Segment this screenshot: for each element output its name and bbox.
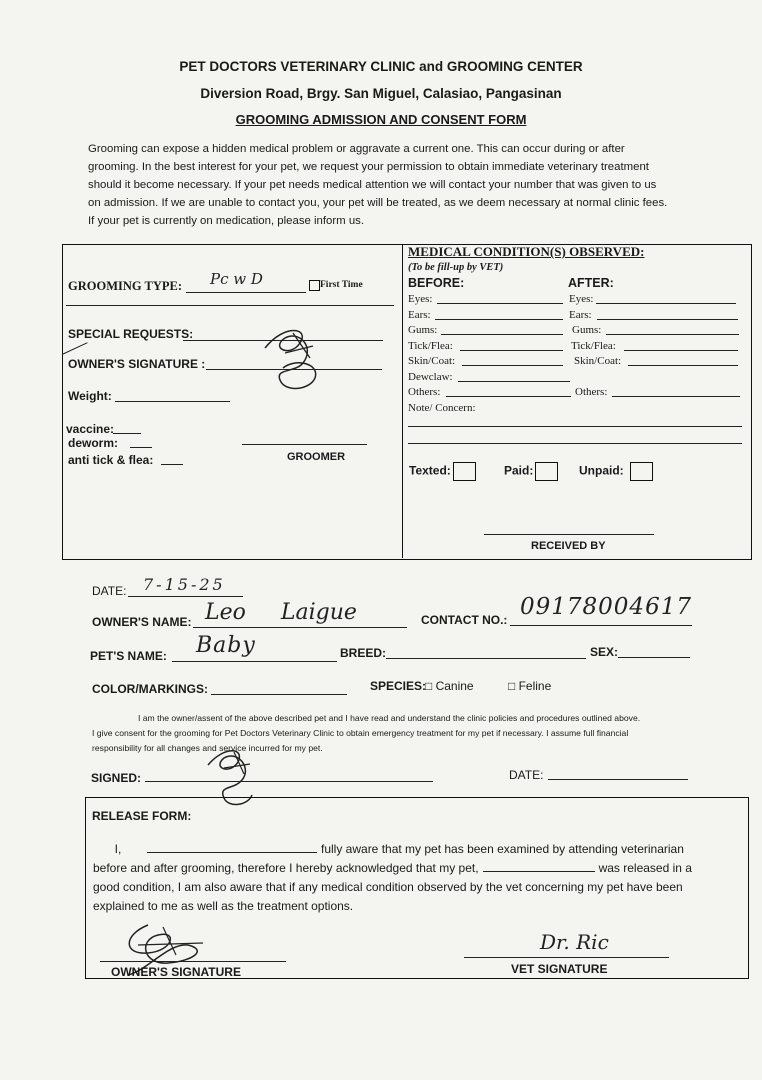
texted-checkbox[interactable] xyxy=(453,462,476,481)
vet-signature-line[interactable] xyxy=(464,957,669,958)
before-ears-label: Ears: xyxy=(408,309,431,321)
release-i: I, xyxy=(114,842,122,856)
date-label: DATE: xyxy=(92,584,127,598)
grooming-type-line xyxy=(186,292,306,293)
medical-subtitle: (To be fill-up by VET) xyxy=(408,262,504,273)
release-line-2 xyxy=(93,859,741,878)
after-tick-line[interactable] xyxy=(624,350,738,351)
special-requests-label: SPECIAL REQUESTS: xyxy=(68,327,194,341)
vet-signature-value[interactable]: Dr. Ric xyxy=(540,930,609,954)
clinic-address: Diversion Road, Brgy. San Miguel, Calasiao, Pangasinan xyxy=(200,86,562,101)
before-dewclaw-line[interactable] xyxy=(458,381,570,382)
after-others-label: Others: xyxy=(575,386,608,398)
before-tick-line[interactable] xyxy=(460,350,563,351)
release-text: was released in a xyxy=(598,861,692,875)
deworm-line[interactable] xyxy=(130,447,152,448)
intro-line: If your pet is currently on medication, please inform us. xyxy=(88,215,365,227)
grooming-type-value[interactable]: Pc w D xyxy=(210,270,263,288)
clinic-name: PET DOCTORS VETERINARY CLINIC and GROOMING CENTER xyxy=(179,59,583,74)
owner-signature-label: OWNER'S SIGNATURE : xyxy=(68,357,206,371)
release-owner-line[interactable] xyxy=(100,961,286,962)
deworm-label: deworm: xyxy=(68,436,119,450)
before-others-label: Others: xyxy=(408,386,441,398)
consent-line: I am the owner/assent of the above described pet and I have read and understand the clinic policies and procedures outlined above. xyxy=(138,713,641,723)
breed-label: BREED: xyxy=(340,646,387,660)
after-skin-line[interactable] xyxy=(628,365,738,366)
release-owner-signature-label: OWNER'S SIGNATURE xyxy=(111,965,241,979)
medical-title: MEDICAL CONDITION(S) OBSERVED: xyxy=(408,244,645,259)
breed-line[interactable] xyxy=(386,658,586,659)
signed-date-line[interactable] xyxy=(548,779,688,780)
before-gums-line[interactable] xyxy=(441,334,563,335)
owner-name-label: OWNER'S NAME: xyxy=(92,615,192,629)
pet-name-value[interactable]: Baby xyxy=(196,633,256,658)
grooming-type-label: GROOMING TYPE: xyxy=(68,279,183,293)
weight-label: Weight: xyxy=(68,389,112,403)
received-by-label: RECEIVED BY xyxy=(531,540,606,552)
contact-value[interactable]: 09178004617 xyxy=(520,594,692,620)
intro-line: on admission. If we are unable to contact you, your pet will be treated, as we deem necessary at normal clinic fees. xyxy=(88,197,668,209)
signed-label: SIGNED: xyxy=(91,771,142,785)
vaccine-label: vaccine: xyxy=(66,422,115,436)
date-line[interactable] xyxy=(128,596,243,597)
signed-line[interactable] xyxy=(145,781,433,782)
release-title: RELEASE FORM: xyxy=(92,809,192,823)
release-line-1 xyxy=(93,840,741,859)
unpaid-label: Unpaid: xyxy=(579,463,624,478)
before-skin-line[interactable] xyxy=(462,365,563,366)
received-by-line[interactable] xyxy=(484,534,654,535)
groomer-label: GROOMER xyxy=(287,451,346,463)
release-text: before and after grooming, therefore I hereby acknowledged that my pet, xyxy=(93,861,479,875)
release-name-line[interactable] xyxy=(147,841,317,853)
color-label: COLOR/MARKINGS: xyxy=(92,682,208,696)
owner-name-value[interactable]: Leo Laigue xyxy=(205,600,357,625)
sex-line[interactable] xyxy=(618,657,690,658)
after-skin-label: Skin/Coat: xyxy=(574,355,622,367)
after-gums-line[interactable] xyxy=(606,334,739,335)
before-skin-label: Skin/Coat: xyxy=(408,355,456,367)
intro-line: Grooming can expose a hidden medical problem or aggravate a current one. This can occur during or after xyxy=(88,143,625,155)
contact-line[interactable] xyxy=(510,625,692,626)
paid-label: Paid: xyxy=(504,463,534,478)
consent-line: I give consent for the grooming for Pet Doctors Veterinary Clinic to obtain emergency treatment for my pet if necessary. I assume full financial xyxy=(92,728,629,738)
note-line-1[interactable] xyxy=(408,426,742,427)
species-label: SPECIES: xyxy=(370,679,427,693)
paid-field xyxy=(504,462,558,481)
groomer-signature-line[interactable] xyxy=(242,444,367,445)
vaccine-line[interactable] xyxy=(113,433,141,434)
anti-tick-label: anti tick & flea: xyxy=(68,453,154,467)
unpaid-field xyxy=(579,462,653,481)
note-label: Note/ Concern: xyxy=(408,402,476,414)
sex-label: SEX: xyxy=(590,645,619,659)
contact-label: CONTACT NO.: xyxy=(421,613,508,627)
anti-tick-line[interactable] xyxy=(161,464,183,465)
intro-line: should it become necessary. If your pet needs medical attention we will contact your number that was given to us xyxy=(88,179,657,191)
first-time-label: First Time xyxy=(320,280,363,290)
consent-text xyxy=(92,711,722,756)
after-others-line[interactable] xyxy=(612,396,740,397)
before-label: BEFORE: xyxy=(408,276,465,290)
owner-signature-scribble xyxy=(255,318,335,398)
before-ears-line[interactable] xyxy=(435,319,563,320)
date-value[interactable]: 7-15-25 xyxy=(143,575,226,594)
note-line-2[interactable] xyxy=(408,443,742,444)
after-ears-line[interactable] xyxy=(597,319,738,320)
column-divider xyxy=(402,244,403,558)
release-line-3: good condition, I am also aware that if any medical condition observed by the vet concerning my pet have been xyxy=(93,880,683,894)
signed-date-label: DATE: xyxy=(509,768,544,782)
feline-option[interactable]: □ Feline xyxy=(508,679,552,693)
before-gums-label: Gums: xyxy=(408,324,438,336)
paid-checkbox[interactable] xyxy=(535,462,558,481)
pet-name-line[interactable] xyxy=(172,661,337,662)
release-pet-line[interactable] xyxy=(483,860,595,872)
after-eyes-label: Eyes: xyxy=(569,293,594,305)
before-others-line[interactable] xyxy=(446,396,571,397)
unpaid-checkbox[interactable] xyxy=(630,462,653,481)
weight-line[interactable] xyxy=(115,401,230,402)
texted-field xyxy=(409,462,476,481)
intro-line: grooming. In the best interest for your pet, we request your permission to obtain immediate veterinary treatment xyxy=(88,161,649,173)
first-time-checkbox[interactable] xyxy=(309,280,320,291)
consent-line: responsibility for all changes and service incurred for my pet. xyxy=(92,743,323,753)
pet-name-label: PET'S NAME: xyxy=(90,649,167,663)
grooming-type-extra-line xyxy=(66,305,394,306)
after-ears-label: Ears: xyxy=(569,309,592,321)
release-line-4: explained to me as well as the treatment options. xyxy=(93,899,354,913)
color-line[interactable] xyxy=(211,694,347,695)
release-text: fully aware that my pet has been examined by attending veterinarian xyxy=(321,842,684,856)
texted-label: Texted: xyxy=(409,463,451,478)
before-eyes-label: Eyes: xyxy=(408,293,433,305)
after-gums-label: Gums: xyxy=(572,324,602,336)
after-eyes-line[interactable] xyxy=(596,303,736,304)
owner-name-line[interactable] xyxy=(193,627,407,628)
canine-option[interactable]: □ Canine xyxy=(425,679,474,693)
vet-signature-label: VET SIGNATURE xyxy=(511,962,608,976)
before-tick-label: Tick/Flea: xyxy=(408,340,453,352)
release-paragraph xyxy=(93,840,741,916)
intro-paragraph xyxy=(88,140,720,230)
before-eyes-line[interactable] xyxy=(437,303,563,304)
after-tick-label: Tick/Flea: xyxy=(571,340,616,352)
after-label: AFTER: xyxy=(568,276,614,290)
before-dewclaw-label: Dewclaw: xyxy=(408,371,453,383)
form-title: GROOMING ADMISSION AND CONSENT FORM xyxy=(235,112,527,127)
